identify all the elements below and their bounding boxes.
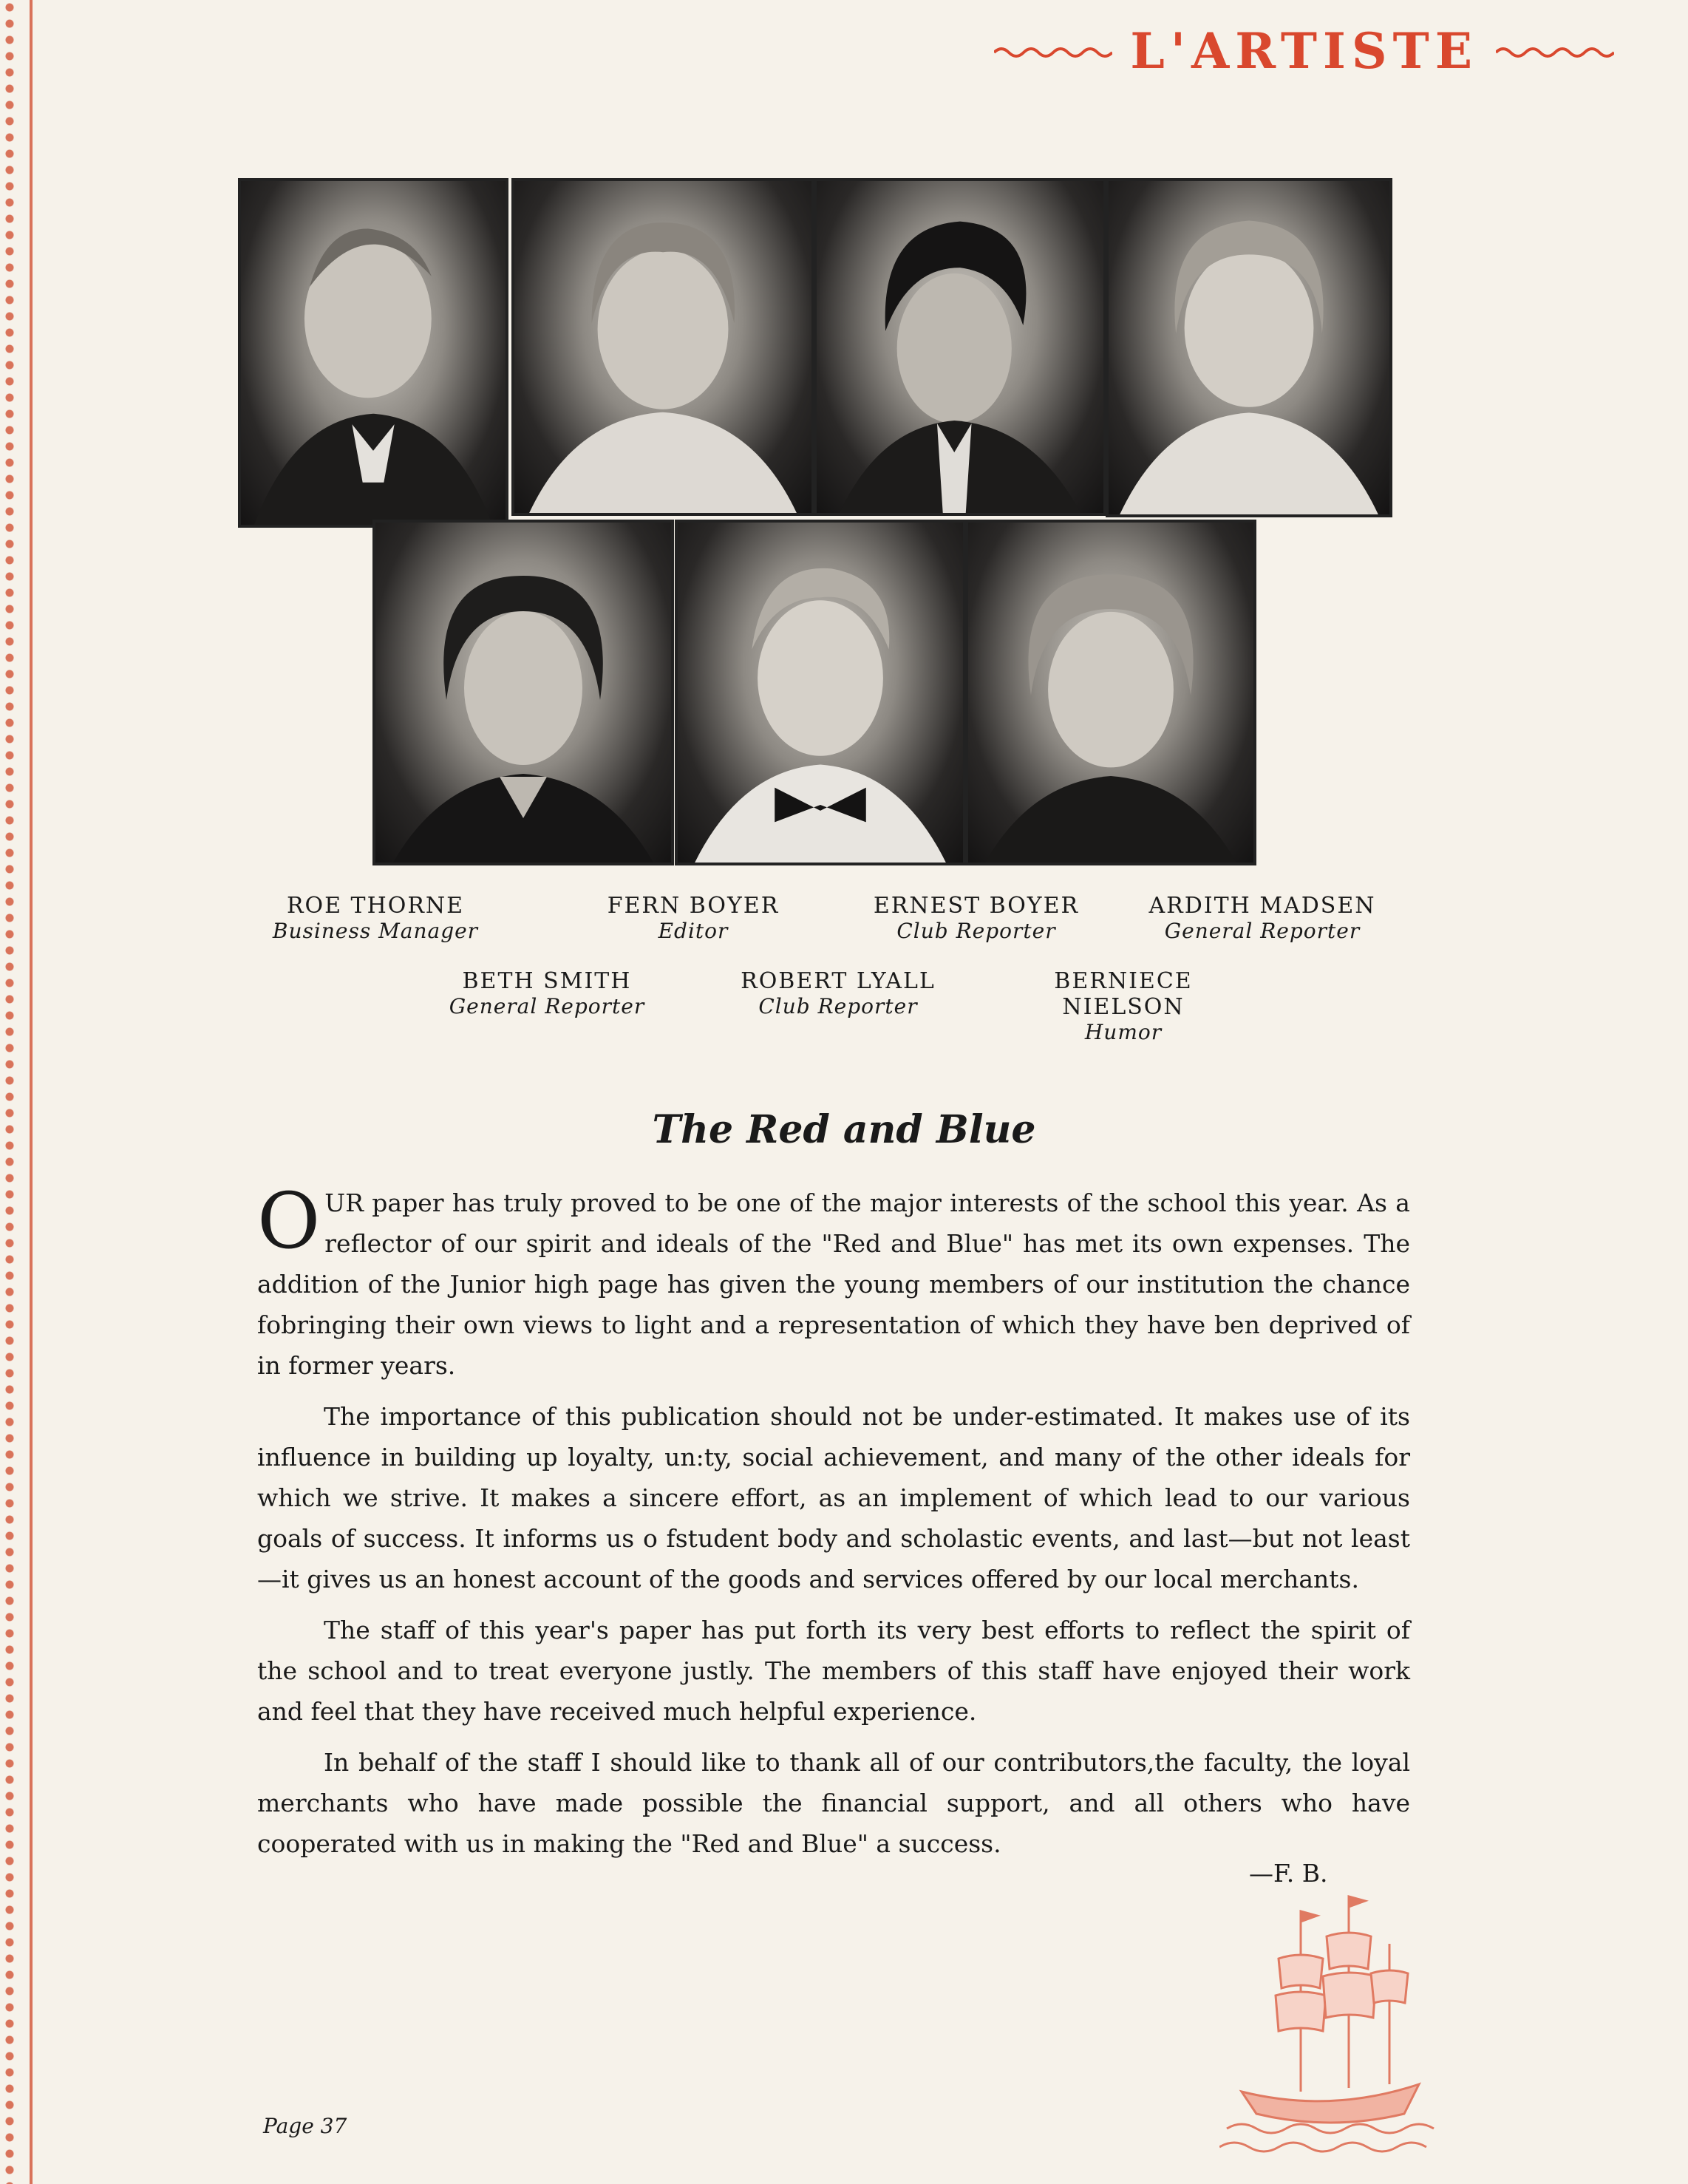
- article-paragraph: The staff of this year's paper has put forth its very best efforts to reflect the spirit of the school and to treat everyone justly. The members of this staff have enjoyed their work and feel that they have received much helpful experience.: [257, 1616, 1410, 1726]
- staff-role: Club Reporter: [758, 994, 918, 1018]
- staff-caption: [990, 968, 1256, 1044]
- staff-caption: [705, 968, 971, 1018]
- border-rule: [30, 0, 33, 2184]
- staff-caption: [414, 968, 680, 1018]
- drop-cap: O: [257, 1176, 321, 1266]
- portrait-photo: [238, 178, 508, 528]
- staff-name: ROE THORNE: [286, 893, 465, 919]
- staff-caption: [1129, 893, 1395, 943]
- staff-name: ERNEST BOYER: [873, 893, 1080, 919]
- staff-caption: [242, 893, 508, 943]
- staff-role: Humor: [1084, 1020, 1163, 1044]
- staff-role: General Reporter: [449, 994, 645, 1018]
- staff-name: BERNIECE NIELSON: [1054, 968, 1193, 1020]
- staff-caption: [560, 893, 826, 943]
- staff-caption: [843, 893, 1109, 943]
- signature: —F. B.: [1249, 1859, 1328, 1888]
- header: [994, 22, 1614, 80]
- portrait-photo: [372, 520, 674, 865]
- article-paragraph: OUR paper has truly proved to be one of the major interests of the school this year. As a reflector of our spirit and ideals of the "Red and Blue" has met its own expenses. The addition of the Junior high page has given the young members of our institution the chance fobringing their own views to light and a representation of which they have ben deprived of in former years.: [257, 1176, 1410, 1380]
- wave-ornament-left-icon: [994, 44, 1112, 58]
- page-number: Page 37: [263, 2114, 347, 2138]
- portrait-photo: [814, 178, 1106, 516]
- portrait-photo: [965, 520, 1256, 865]
- sailing-ship-icon: [1219, 1877, 1449, 2166]
- article-title: The Red and Blue: [652, 1107, 1036, 1152]
- article-body: [257, 1176, 1410, 1874]
- ornamental-border: [0, 0, 19, 2184]
- article-paragraph: In behalf of the staff I should like to thank all of our contributors,the faculty, the loyal merchants who have made possible the financial support, and all others who have cooperated with us in making the "Red and Blue" a success.: [257, 1748, 1410, 1858]
- portrait-photo: [675, 520, 966, 865]
- wave-ornament-right-icon: [1496, 44, 1614, 58]
- staff-name: ARDITH MADSEN: [1148, 893, 1376, 919]
- staff-name: BETH SMITH: [462, 968, 632, 994]
- portrait-photo: [1106, 178, 1392, 517]
- staff-name: FERN BOYER: [607, 893, 780, 919]
- article-paragraph: The importance of this publication should not be under-estimated. It makes use of its influence in building up loyalty, un:ty, social achievement, and many of the other ideals for which we strive. It makes a sincere effort, as an implement of which lead to our various goals of success. It informs us o fstudent body and scholastic events, and last—but not least—it gives us an honest account of the goods and services offered by our local merchants.: [257, 1402, 1410, 1593]
- staff-name: ROBERT LYALL: [741, 968, 936, 994]
- publication-title: L'ARTISTE: [1130, 22, 1478, 80]
- staff-role: Editor: [658, 919, 729, 943]
- staff-role: Business Manager: [272, 919, 479, 943]
- staff-role: General Reporter: [1164, 919, 1361, 943]
- portrait-photo: [511, 178, 814, 516]
- staff-role: Club Reporter: [896, 919, 1056, 943]
